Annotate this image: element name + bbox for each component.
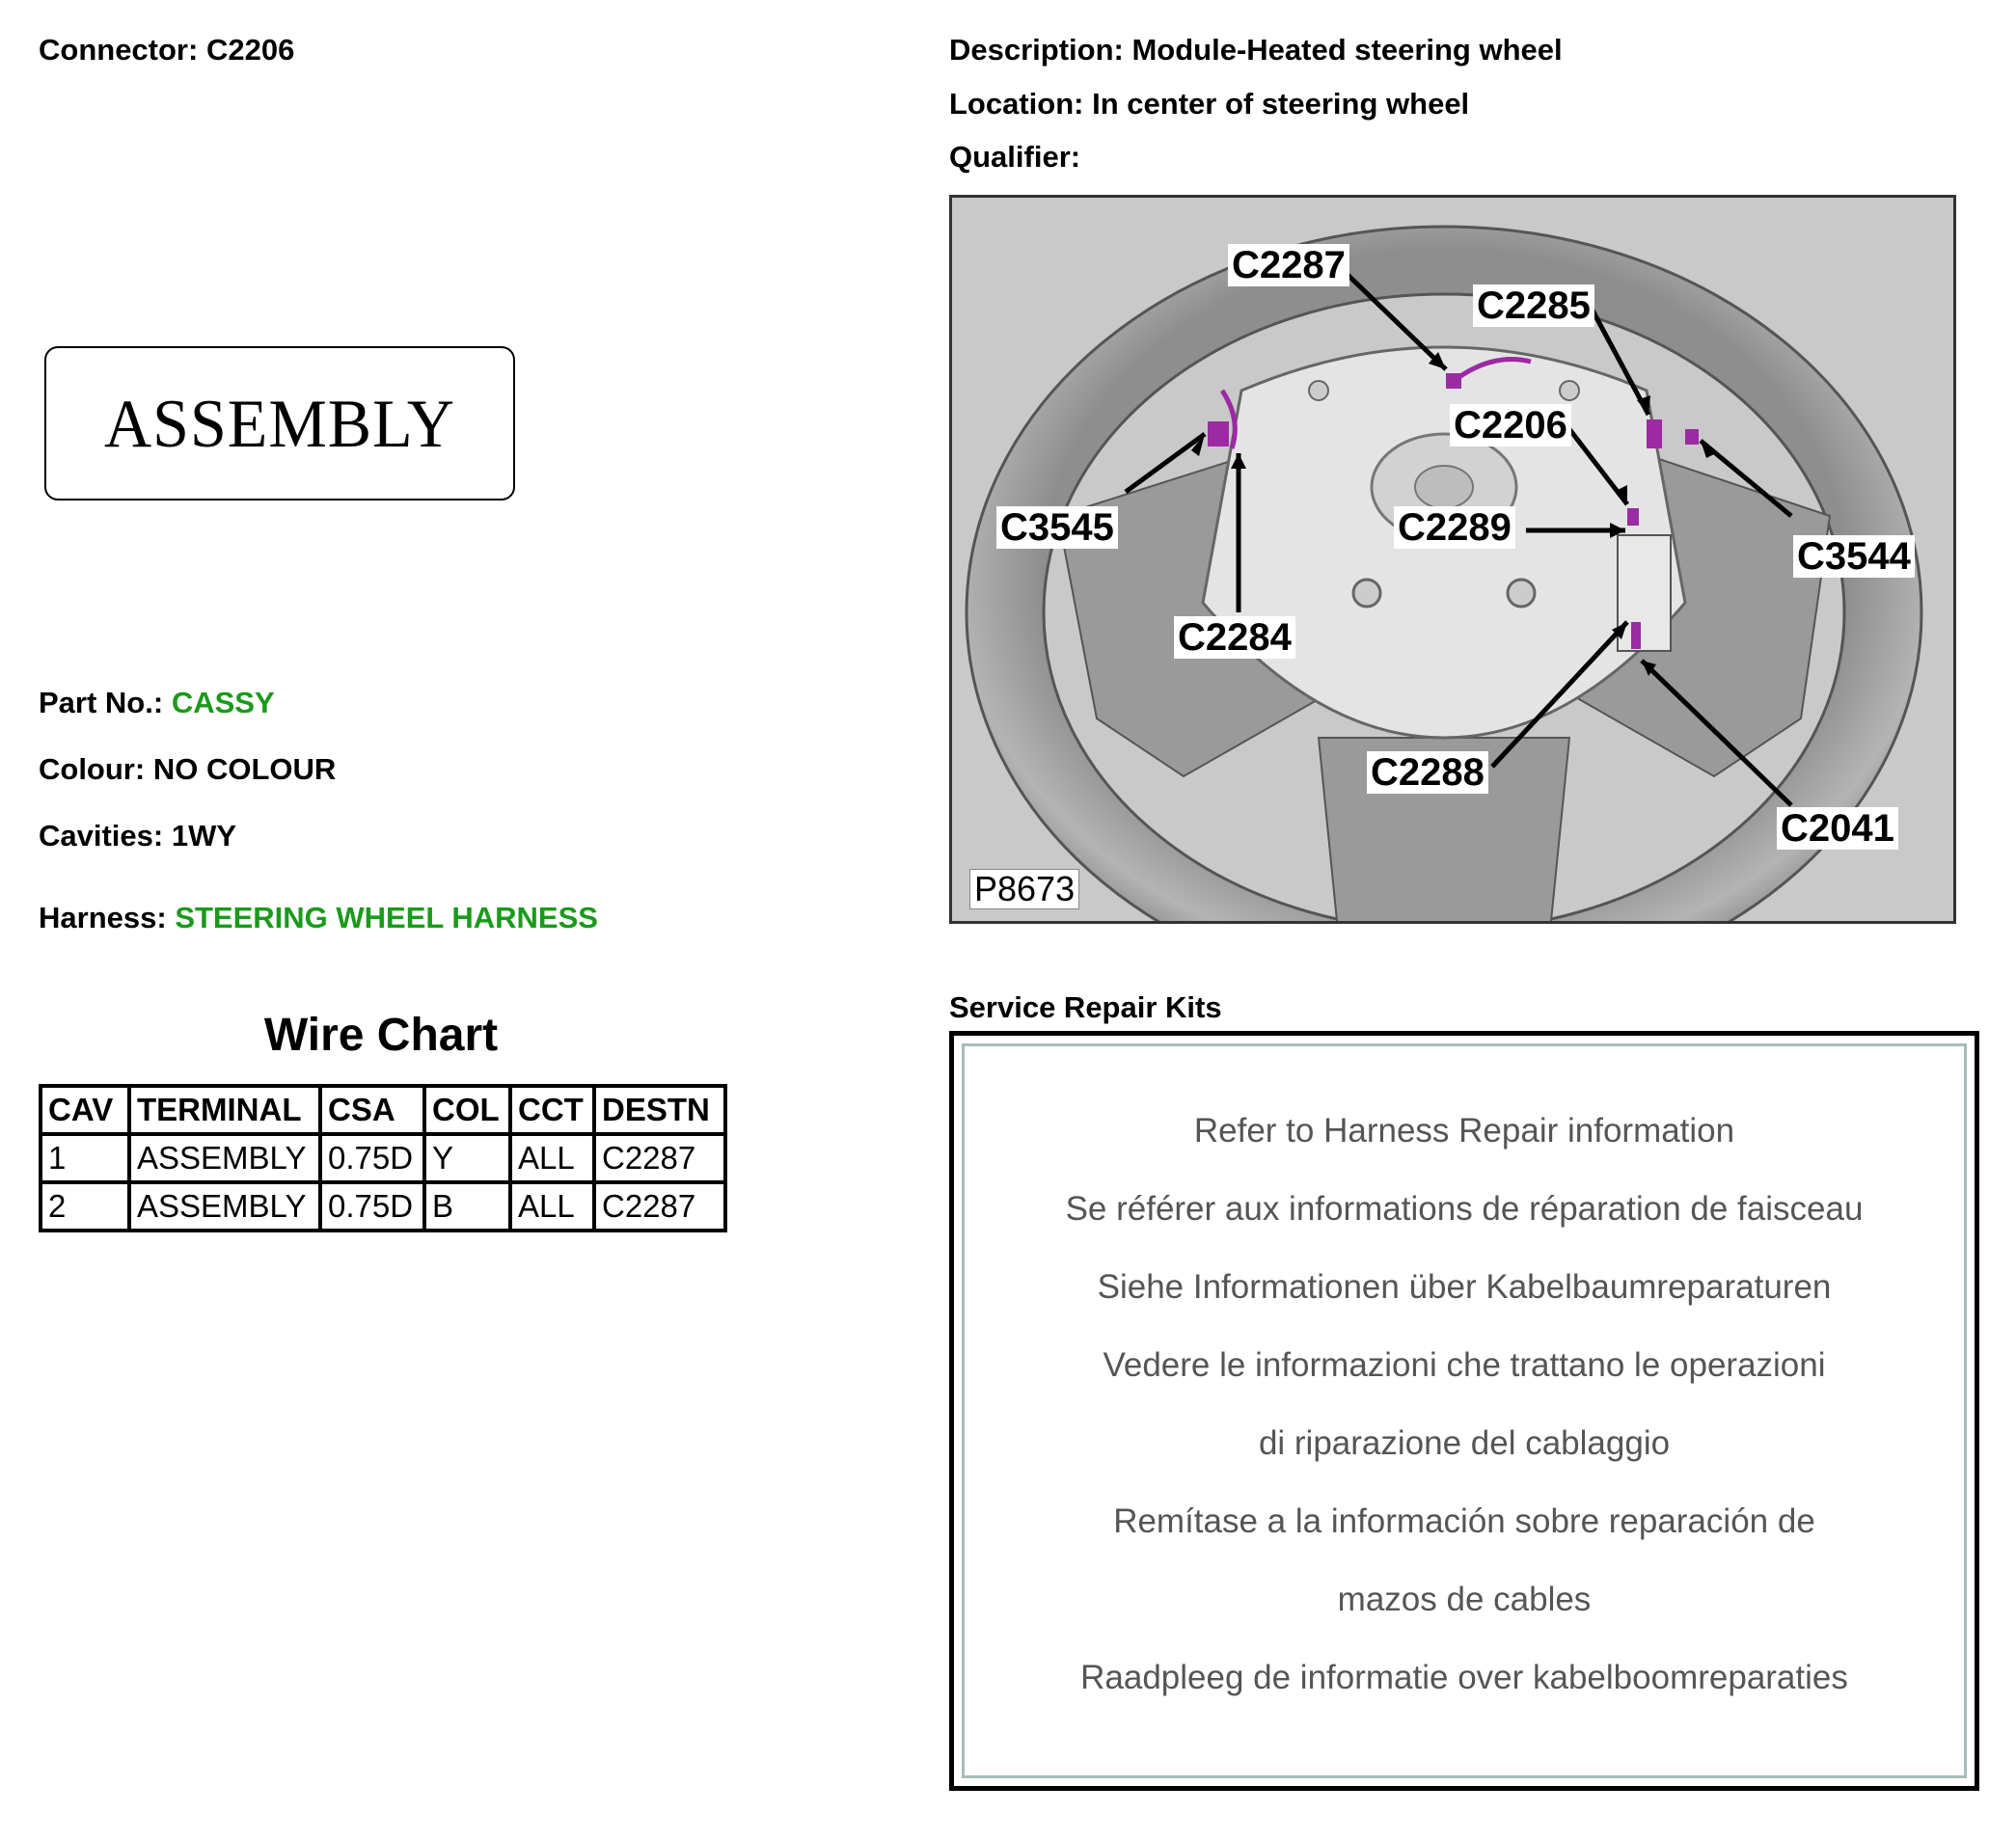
cell-csa: 0.75D xyxy=(320,1134,424,1182)
cell-cav: 1 xyxy=(41,1134,129,1182)
location-value: In center of steering wheel xyxy=(1092,87,1470,121)
qualifier-label: Qualifier: xyxy=(949,140,1081,174)
kit-line-it-1: Vedere le informazioni che trattano le operazioni xyxy=(1103,1346,1826,1384)
kit-line-de: Siehe Informationen über Kabelbaumreparaturen xyxy=(1097,1268,1832,1306)
part-no-value[interactable]: CASSY xyxy=(171,686,275,719)
description-value: Module-Heated steering wheel xyxy=(1131,33,1563,67)
harness-label: Harness: xyxy=(39,901,167,934)
connector-field xyxy=(39,35,294,65)
cell-col: Y xyxy=(424,1134,510,1182)
callout-c2284: C2284 xyxy=(1174,616,1295,659)
harness-value[interactable]: STEERING WHEEL HARNESS xyxy=(175,901,598,934)
kit-line-es-1: Remítase a la información sobre reparación de xyxy=(1113,1502,1815,1540)
callout-c2041: C2041 xyxy=(1777,807,1898,850)
callout-c2287: C2287 xyxy=(1228,244,1349,286)
service-kits-title: Service Repair Kits xyxy=(949,990,1222,1024)
location-label: Location: xyxy=(949,87,1084,121)
location-field xyxy=(949,89,1469,119)
cell-terminal: ASSEMBLY xyxy=(129,1134,320,1182)
callout-c2288: C2288 xyxy=(1367,751,1488,794)
callout-c2285: C2285 xyxy=(1473,284,1594,327)
cell-destn: C2287 xyxy=(594,1134,725,1182)
callout-c2289: C2289 xyxy=(1394,506,1515,549)
part-no-field xyxy=(39,688,275,717)
service-kits-inner xyxy=(962,1043,1967,1778)
header-cav: CAV xyxy=(41,1086,129,1134)
header-terminal: TERMINAL xyxy=(129,1086,320,1134)
kit-line-it-2: di riparazione del cablaggio xyxy=(1258,1424,1671,1462)
part-no-label: Part No.: xyxy=(39,686,164,719)
table-header-row xyxy=(41,1086,725,1134)
cell-csa: 0.75D xyxy=(320,1182,424,1231)
assembly-label-box xyxy=(44,346,515,501)
harness-field xyxy=(39,903,598,933)
callout-c3544: C3544 xyxy=(1793,535,1915,578)
colour-label: Colour: xyxy=(39,752,146,786)
figure-id: P8673 xyxy=(969,869,1079,909)
kit-line-nl: Raadpleeg de informatie over kabelboomreparaties xyxy=(1080,1659,1848,1696)
header-cct: CCT xyxy=(510,1086,594,1134)
header-destn: DESTN xyxy=(594,1086,725,1134)
callout-c3545: C3545 xyxy=(996,506,1118,549)
cavities-label: Cavities: xyxy=(39,819,164,852)
steering-wheel-diagram xyxy=(949,195,1956,924)
cell-cct: ALL xyxy=(510,1134,594,1182)
kit-line-en: Refer to Harness Repair information xyxy=(1193,1112,1735,1150)
wire-chart-title: Wire Chart xyxy=(263,1010,499,1061)
cell-destn: C2287 xyxy=(594,1182,725,1231)
table-row xyxy=(41,1182,725,1231)
service-kits-box xyxy=(949,1031,1979,1791)
header-col: COL xyxy=(424,1086,510,1134)
colour-value: NO COLOUR xyxy=(152,752,337,786)
callout-c2206: C2206 xyxy=(1450,404,1571,446)
cell-terminal: ASSEMBLY xyxy=(129,1182,320,1231)
table-row xyxy=(41,1134,725,1182)
cavities-field xyxy=(39,821,236,851)
qualifier-field xyxy=(949,142,1080,172)
cavities-value: 1WY xyxy=(171,819,237,852)
description-label: Description: xyxy=(949,33,1124,67)
cell-col: B xyxy=(424,1182,510,1231)
connector-label: Connector: xyxy=(39,33,199,67)
cell-cav: 2 xyxy=(41,1182,129,1231)
wire-chart-table xyxy=(39,1084,727,1232)
colour-field xyxy=(39,754,336,784)
kit-line-fr: Se référer aux informations de réparation de faisceau xyxy=(1065,1190,1864,1228)
kit-line-es-2: mazos de cables xyxy=(1337,1581,1592,1618)
assembly-label: ASSEMBLY xyxy=(104,384,455,462)
header-csa: CSA xyxy=(320,1086,424,1134)
cell-cct: ALL xyxy=(510,1182,594,1231)
connector-value: C2206 xyxy=(205,33,295,67)
description-field xyxy=(949,35,1563,65)
